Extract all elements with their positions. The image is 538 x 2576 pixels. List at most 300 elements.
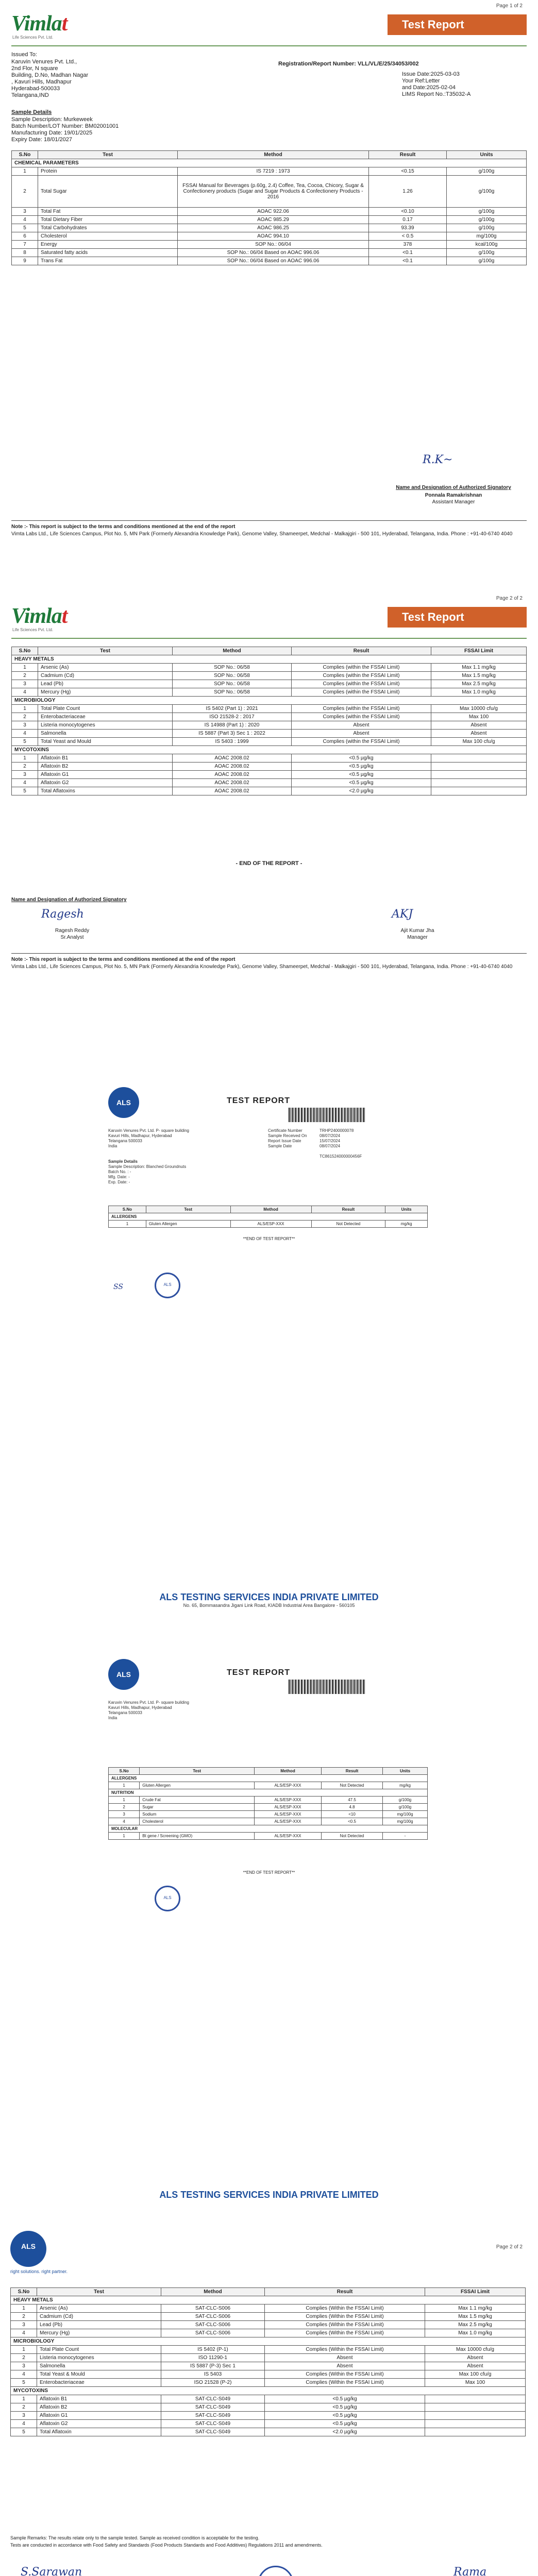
cell: 2: [12, 762, 38, 771]
cell: mg/100g: [383, 1818, 428, 1825]
col-header: Test: [38, 647, 173, 655]
issue-date: Issue Date:2025-03-03: [402, 71, 460, 77]
vimta-logo-accent: t: [61, 604, 68, 628]
cell: SAT-CLC-S006: [161, 2313, 265, 2321]
cell: Complies (within the FSSAI Limit): [292, 713, 431, 721]
cell: Gluten Allergen: [140, 1782, 255, 1789]
cell: Cadmium (Cd): [38, 672, 173, 680]
cell: Total Aflatoxins: [38, 787, 173, 795]
cell: Energy: [38, 241, 178, 249]
cell: <2.0 µg/kg: [292, 787, 431, 795]
stamp: [258, 2566, 294, 2576]
col-header: Method: [254, 1768, 321, 1775]
company-name: ALS TESTING SERVICES INDIA PRIVATE LIMITED: [159, 2190, 379, 2200]
cell: Total Plate Count: [38, 705, 173, 713]
cell: 4: [12, 216, 38, 224]
cell: 93.39: [369, 224, 447, 232]
cell: Sodium: [140, 1811, 255, 1818]
table-row: [12, 208, 527, 216]
reviewer-role: Manager: [407, 935, 428, 940]
cell: kcal/100g: [447, 241, 527, 249]
cell: mg/kg: [385, 1221, 428, 1228]
cell: Cadmium (Cd): [37, 2313, 161, 2321]
col-header: S.No: [12, 151, 38, 159]
cell: 5: [12, 224, 38, 232]
cell: 4: [12, 688, 38, 697]
cell: Max 100: [425, 2379, 526, 2387]
end-of-report: **END OF TEST REPORT**: [243, 1870, 295, 1875]
ref-date: and Date:2025-02-04: [402, 84, 456, 91]
vimta-header: [11, 11, 527, 40]
cell: g/100g: [447, 167, 527, 176]
cell: Bt gene / Screening (GMO): [140, 1833, 255, 1840]
sample-line: Expiry Date: 18/01/2027: [11, 137, 73, 143]
cell: 3: [12, 208, 38, 216]
table-row: [12, 713, 527, 721]
results-table-body: [109, 1775, 428, 1840]
cell: IS 5887 (Part 3) Sec 1 : 2022: [173, 730, 292, 738]
cell: <0.5 µg/kg: [292, 762, 431, 771]
vimta-logo: [11, 11, 67, 36]
cell: [425, 2428, 526, 2436]
section-title: NUTRITION: [109, 1789, 428, 1797]
cell: ALS/ESP-XXX: [254, 1797, 321, 1804]
cell: Max 2.5 mg/kg: [425, 2321, 526, 2329]
cell: <0.5 µg/kg: [292, 771, 431, 779]
stamp: ALS: [155, 1273, 180, 1298]
authorized-signatory-label: Name and Designation of Authorized Signatory: [396, 485, 511, 490]
cell: IS 5402 (P-1): [161, 2346, 265, 2354]
cell: 4.8: [322, 1804, 383, 1811]
cell: Total Dietary Fiber: [38, 216, 178, 224]
cell: AOAC 985.29: [178, 216, 369, 224]
cell: <10: [322, 1811, 383, 1818]
report-title: TEST REPORT: [227, 1096, 291, 1105]
cell: Total Carbohydrates: [38, 224, 178, 232]
table-row: [12, 771, 527, 779]
meta-value: 08/07/2024: [320, 1144, 341, 1148]
cell: SOP No.: 06/58: [173, 664, 292, 672]
cell: ALS/ESP-XXX: [254, 1811, 321, 1818]
company-name: ALS TESTING SERVICES INDIA PRIVATE LIMITED: [159, 1592, 379, 1602]
col-header: S.No: [109, 1206, 146, 1213]
cell: g/100g: [447, 208, 527, 216]
cell: SOP No.: 06/04 Based on AOAC 996.06: [178, 257, 369, 265]
cell: Salmonella: [38, 730, 173, 738]
cell: IS 5403: [161, 2370, 265, 2379]
cell: Aflatoxin G1: [37, 2412, 161, 2420]
cell: Max 1.1 mg/kg: [425, 2304, 526, 2313]
cell: Mercury (Hg): [38, 688, 173, 697]
cell: Max 1.5 mg/kg: [425, 2313, 526, 2321]
table-row: [12, 176, 527, 208]
table-row: [11, 2304, 526, 2313]
signature: Ragesh: [41, 908, 84, 921]
table-row: [12, 249, 527, 257]
cell: [431, 754, 527, 762]
lims-ref: LIMS Report No.:T35032-A: [402, 91, 471, 97]
cell: Lead (Pb): [37, 2321, 161, 2329]
signature: AKJ: [392, 908, 413, 921]
cell: SOP No.: 06/58: [173, 688, 292, 697]
meta-value: TRHP2400000078: [320, 1128, 354, 1133]
cell: 2: [12, 713, 38, 721]
cell: <0.15: [369, 167, 447, 176]
results-table: [10, 2287, 526, 2436]
col-header: Test: [38, 151, 178, 159]
cell: Listeria monocytogenes: [38, 721, 173, 730]
table-row: [11, 2379, 526, 2387]
cell: [431, 787, 527, 795]
barcode: [289, 1680, 366, 1694]
table-row: [12, 167, 527, 176]
analyst-name: Ragesh Reddy: [55, 928, 90, 934]
cell: 8: [12, 249, 38, 257]
sample-line: Sample Description: Murkeweek: [11, 116, 93, 123]
cell: < 0.5: [369, 232, 447, 241]
cell: ISO 11290-1: [161, 2354, 265, 2362]
vimta-report-page-1: [0, 0, 538, 592]
cell: g/100g: [447, 176, 527, 208]
cell: Protein: [38, 167, 178, 176]
cell: Complies (within the FSSAI Limit): [292, 680, 431, 688]
cell: Aflatoxin B2: [38, 762, 173, 771]
table-row: [11, 2428, 526, 2436]
cell: IS 14988 (Part 1) : 2020: [173, 721, 292, 730]
cell: Aflatoxin B2: [37, 2403, 161, 2412]
cell: Max 1.1 mg/kg: [431, 664, 527, 672]
cell: 1: [11, 2304, 37, 2313]
table-row: [11, 2420, 526, 2428]
als-report-3: [0, 2226, 538, 2576]
cell: SAT-CLC-S049: [161, 2395, 265, 2403]
cell: Arsenic (As): [38, 664, 173, 672]
col-header: Units: [385, 1206, 428, 1213]
cell: <0.1: [369, 249, 447, 257]
als-logo: [108, 1087, 139, 1118]
cell: 4: [11, 2329, 37, 2337]
regulation-remarks: Tests are conducted in accordance with Food Safety and Standards (Food Products Standards and Food Additives) Regulations 2011 and amendments.: [10, 2543, 323, 2548]
cell: 3: [11, 2412, 37, 2420]
cell: 1: [12, 754, 38, 762]
customer-line: Kavuri Hills, Madhapur, Hyderabad: [108, 1133, 172, 1138]
cell: Enterobacteriaceae: [38, 713, 173, 721]
cell: Absent: [431, 730, 527, 738]
cell: Max 2.5 mg/kg: [431, 680, 527, 688]
cell: Complies (Within the FSSAI Limit): [265, 2329, 425, 2337]
cell: ALS/ESP-XXX: [254, 1818, 321, 1825]
table-row: [11, 2362, 526, 2370]
table-row: [11, 2412, 526, 2420]
cell: SAT-CLC-S006: [161, 2321, 265, 2329]
signature: SS: [113, 1283, 123, 1291]
cell: <0.5 µg/kg: [265, 2403, 425, 2412]
end-of-report: **END OF TEST REPORT**: [243, 1236, 295, 1241]
company-address: No. 65, Bommasandra Jigani Link Road, KIADB Industrial Area Bangalore - 560105: [183, 1603, 355, 1608]
cell: mg/100g: [383, 1811, 428, 1818]
company-footer: [0, 1592, 538, 1608]
cell: IS 5402 (Part 1) : 2021: [173, 705, 292, 713]
cell: Complies (Within the FSSAI Limit): [265, 2304, 425, 2313]
cell: 1: [109, 1221, 146, 1228]
table-row: [12, 705, 527, 713]
cell: <0.5 µg/kg: [292, 779, 431, 787]
cell: Complies (Within the FSSAI Limit): [265, 2370, 425, 2379]
cell: Total Sugar: [38, 176, 178, 208]
sample-line: Manufacturing Date: 19/01/2025: [11, 130, 93, 136]
page-number: Page 2 of 2: [496, 596, 523, 601]
meta-label: Sample Date: [268, 1144, 292, 1148]
cell: Complies (within the FSSAI Limit): [292, 688, 431, 697]
results-table: [108, 1206, 428, 1228]
als-report-1: [0, 1056, 538, 1628]
cell: AOAC 2008.02: [173, 771, 292, 779]
cell: Sugar: [140, 1804, 255, 1811]
customer-line: Karuvin Venures Pvt. Ltd. P- square building: [108, 1700, 189, 1705]
cell: 3: [12, 721, 38, 730]
cell: 4: [11, 2420, 37, 2428]
table-row: [12, 721, 527, 730]
cell: Max 100 cfu/g: [431, 738, 527, 746]
cell: Total Aflatoxin: [37, 2428, 161, 2436]
cell: 2: [12, 176, 38, 208]
results-table: [11, 647, 527, 795]
cell: <0.5: [322, 1818, 383, 1825]
col-header: Method: [161, 2288, 265, 2296]
cell: 7: [12, 241, 38, 249]
cell: Total Yeast & Mould: [37, 2370, 161, 2379]
cell: Aflatoxin G1: [38, 771, 173, 779]
results-table: [108, 1767, 428, 1840]
vimta-logo-accent: t: [61, 12, 68, 36]
col-header: Test: [146, 1206, 230, 1213]
vimta-logo-text: Vimla: [11, 12, 62, 36]
meta-label: Report Issue Date: [268, 1139, 301, 1143]
cell: Mercury (Hg): [37, 2329, 161, 2337]
customer-line: Telangana 500033: [108, 1139, 142, 1143]
results-table: [11, 150, 527, 265]
col-header: Result: [369, 151, 447, 159]
cell: <2.0 µg/kg: [265, 2428, 425, 2436]
als-tagline: right solutions. right partner.: [10, 2269, 68, 2274]
cell: Complies (within the FSSAI Limit): [292, 738, 431, 746]
cell: <0.5 µg/kg: [292, 754, 431, 762]
cell: Not Detected: [322, 1782, 383, 1789]
col-header: Result: [292, 647, 431, 655]
cell: SAT-CLC-S049: [161, 2412, 265, 2420]
col-header: FSSAI Limit: [425, 2288, 526, 2296]
als-logo: [10, 2231, 46, 2267]
cell: AOAC 986.25: [178, 224, 369, 232]
table-row: [12, 779, 527, 787]
cell: 3: [11, 2362, 37, 2370]
test-report-banner: Test Report: [388, 607, 527, 628]
cell: Max 10000 cfu/g: [425, 2346, 526, 2354]
col-header: Units: [383, 1768, 428, 1775]
cell: g/100g: [447, 249, 527, 257]
cell: 1: [109, 1797, 140, 1804]
cell: Complies (Within the FSSAI Limit): [265, 2313, 425, 2321]
cell: [425, 2403, 526, 2412]
cell: AOAC 2008.02: [173, 754, 292, 762]
cell: <0.5 µg/kg: [265, 2412, 425, 2420]
meta-label: Sample Received On: [268, 1133, 307, 1138]
table-row: [11, 2395, 526, 2403]
cell: ISO 21528 (P-2): [161, 2379, 265, 2387]
cell: Aflatoxin G2: [38, 779, 173, 787]
cell: AOAC 2008.02: [173, 787, 292, 795]
table-row: [109, 1221, 428, 1228]
cell: 3: [12, 771, 38, 779]
cell: mg/100g: [447, 232, 527, 241]
table-row: [11, 2346, 526, 2354]
cell: Absent: [292, 721, 431, 730]
your-ref: Your Ref:Letter: [402, 78, 440, 84]
cell: [425, 2412, 526, 2420]
cell: 5: [12, 738, 38, 746]
registration-label: Registration/Report Number:: [278, 61, 356, 67]
signature: R.K~: [423, 453, 453, 466]
vimta-tagline: Life Sciences Pvt. Ltd.: [12, 35, 54, 40]
table-row: [12, 730, 527, 738]
table-row: [109, 1782, 428, 1789]
col-header: Result: [265, 2288, 425, 2296]
sample-remarks: Sample Remarks: The results relate only to the sample tested. Sample as received condition is acceptable for the testing.: [10, 2535, 260, 2540]
sample-line: Batch Number/LOT Number: BM02001001: [11, 123, 119, 129]
vimta-tagline: Life Sciences Pvt. Ltd.: [12, 628, 54, 632]
cell: ALS/ESP-XXX: [254, 1782, 321, 1789]
header-divider: [11, 45, 527, 46]
section-title: MYCOTOXINS: [12, 746, 527, 754]
cell: 3: [11, 2321, 37, 2329]
lab-footer-address: Vimta Labs Ltd., Life Sciences Campus, Plot No. 5, MN Park (Formerly Alexandria Knowledge Park), Genome Valley, Shameerpet, Medchal - Malkajgiri - 500 101, Hyderabad, Telangana, India. Phone : +91-40-6740 4040: [11, 964, 513, 970]
cell: Max 1.0 mg/kg: [425, 2329, 526, 2337]
cell: Absent: [292, 730, 431, 738]
col-header: Test: [140, 1768, 255, 1775]
analyst-role: Sr.Analyst: [60, 935, 84, 940]
sample-line: Exp. Date: -: [108, 1180, 130, 1184]
cell: Not Detected: [322, 1833, 383, 1840]
cell: Max 100 cfu/g: [425, 2370, 526, 2379]
cell: 5: [12, 787, 38, 795]
cell: Lead (Pb): [38, 680, 173, 688]
cell: 4: [12, 730, 38, 738]
cell: Total Plate Count: [37, 2346, 161, 2354]
col-header: Result: [322, 1768, 383, 1775]
footer-divider: [11, 520, 527, 521]
section-title: MICROBIOLOGY: [12, 697, 527, 705]
customer-line: Kavuri Hills, Madhapur, Hyderabad: [108, 1705, 172, 1710]
cell: SAT-CLC-S049: [161, 2420, 265, 2428]
terms-note: Note :- This report is subject to the terms and conditions mentioned at the end of the report: [11, 524, 236, 530]
cell: Complies (within the FSSAI Limit): [292, 664, 431, 672]
table-row: [109, 1818, 428, 1825]
cell: Gluten Allergen: [146, 1221, 230, 1228]
barcode: [289, 1108, 366, 1122]
section-title: MOLECULAR: [109, 1825, 428, 1833]
meta-value: 15/07/2024: [320, 1139, 341, 1143]
customer-line: Karuvin Venures Pvt. Ltd. P- square building: [108, 1128, 189, 1133]
lab-footer-address: Vimta Labs Ltd., Life Sciences Campus, Plot No. 5, MN Park (Formerly Alexandria Knowledge Park), Genome Valley, Shameerpet, Medchal - Malkajgiri - 500 101, Hyderabad, Telangana, India. Phone : +91-40-6740 4040: [11, 531, 513, 537]
reviewer-name: Ajit Kumar Jha: [400, 928, 434, 934]
table-row: [11, 2313, 526, 2321]
cell: g/100g: [383, 1797, 428, 1804]
cell: Aflatoxin B1: [38, 754, 173, 762]
cell: SAT-CLC-S049: [161, 2403, 265, 2412]
col-header: S.No: [109, 1768, 140, 1775]
table-row: [12, 680, 527, 688]
cell: Complies (within the FSSAI Limit): [292, 705, 431, 713]
cell: Listeria monocytogenes: [37, 2354, 161, 2362]
cell: ALS/ESP-XXX: [230, 1221, 311, 1228]
cell: 1: [11, 2395, 37, 2403]
cell: Aflatoxin G2: [37, 2420, 161, 2428]
signature: Rama: [453, 2566, 487, 2576]
cell: Complies (within the FSSAI Limit): [292, 672, 431, 680]
cell: Max 1.5 mg/kg: [431, 672, 527, 680]
report-title: TEST REPORT: [227, 1668, 291, 1677]
table-row: [109, 1797, 428, 1804]
col-header: S.No: [12, 647, 38, 655]
cell: ISO 21528-2 : 2017: [173, 713, 292, 721]
cell: Absent: [431, 721, 527, 730]
cell: g/100g: [447, 257, 527, 265]
cell: 5: [11, 2379, 37, 2387]
als-logo: [108, 1659, 139, 1690]
table-row: [12, 232, 527, 241]
vimta-report-page-2: [0, 592, 538, 1056]
cell: Complies (Within the FSSAI Limit): [265, 2346, 425, 2354]
cell: Total Fat: [38, 208, 178, 216]
cell: 4: [11, 2370, 37, 2379]
section-title: CHEMICAL PARAMETERS: [12, 159, 527, 167]
cell: SAT-CLC-S006: [161, 2329, 265, 2337]
cell: [425, 2395, 526, 2403]
results-table-body: [12, 655, 527, 795]
cell: 1: [12, 705, 38, 713]
cell: 2: [11, 2403, 37, 2412]
cell: Trans Fat: [38, 257, 178, 265]
meta-value: 08/07/2024: [320, 1133, 341, 1138]
cell: -: [383, 1833, 428, 1840]
cell: SOP No.: 06/04: [178, 241, 369, 249]
cell: Absent: [265, 2362, 425, 2370]
cell: 3: [109, 1811, 140, 1818]
table-row: [12, 688, 527, 697]
section-title: MYCOTOXINS: [11, 2387, 526, 2395]
table-row: [12, 762, 527, 771]
cell: 3: [12, 680, 38, 688]
col-header: Units: [447, 151, 527, 159]
cell: Crude Fat: [140, 1797, 255, 1804]
cell: IS 7219 : 1973: [178, 167, 369, 176]
cell: IS 5887 (P-3) Sec 1: [161, 2362, 265, 2370]
vimta-logo-text: Vimla: [11, 604, 62, 628]
cell: 47.5: [322, 1797, 383, 1804]
cell: [425, 2420, 526, 2428]
cell: AOAC 922.06: [178, 208, 369, 216]
page-number: Page 2 of 2: [496, 2244, 523, 2250]
cell: ALS/ESP-XXX: [254, 1804, 321, 1811]
cell: mg/kg: [383, 1782, 428, 1789]
cell: SOP No.: 06/58: [173, 672, 292, 680]
cell: 6: [12, 232, 38, 241]
col-header: Method: [173, 647, 292, 655]
test-report-banner: Test Report: [388, 14, 527, 35]
terms-note: Note :- This report is subject to the terms and conditions mentioned at the end of the report: [11, 957, 236, 962]
col-header: Method: [178, 151, 369, 159]
header-divider: [11, 638, 527, 639]
